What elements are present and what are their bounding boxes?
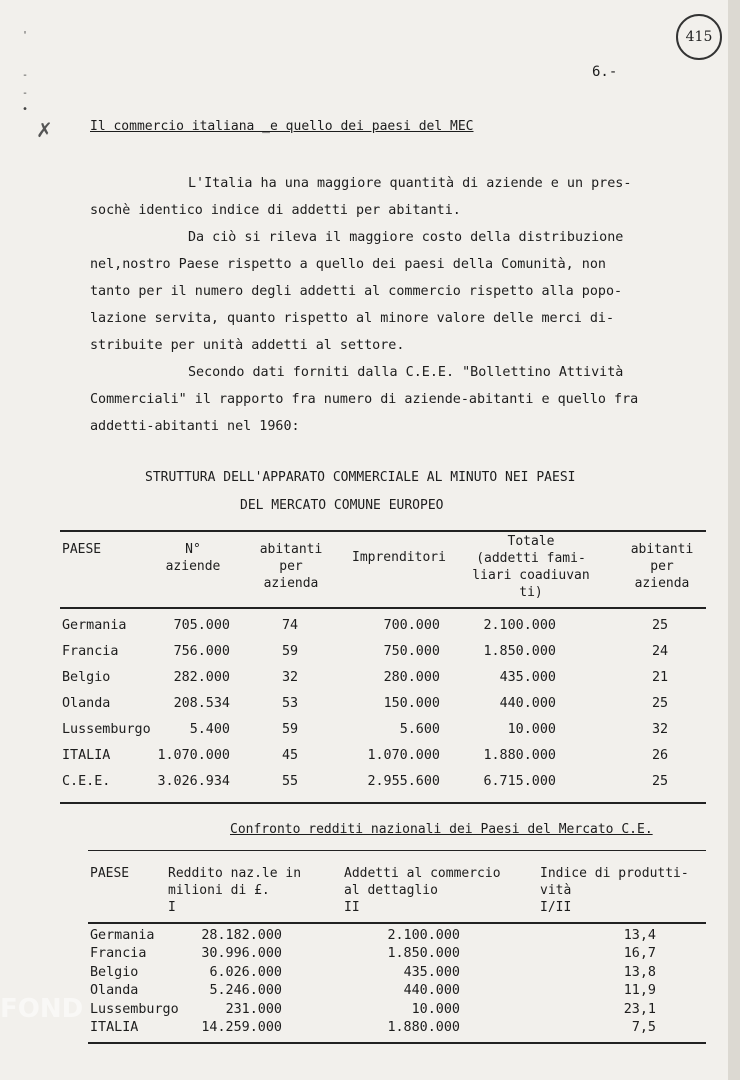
t2-cell-addetti: 2.100.000 <box>387 928 460 943</box>
t1-cell-abitanti2: 25 <box>651 696 669 711</box>
paragraph-line: lazione servita, quanto rispetto al minore valore delle merci di- <box>90 311 615 326</box>
t2-cell-reddito: 231.000 <box>225 1001 282 1017</box>
t1-cell-paese: Germania <box>62 618 127 633</box>
paragraph-line: stribuite per unità addetti al settore. <box>90 338 405 353</box>
t2-header-reddito: Reddito naz.le in milioni di £. I <box>168 866 302 915</box>
t2-cell-indice: 13,8 <box>623 964 656 980</box>
paragraph-line: Commerciali" il rapporto fra numero di aziende-abitanti e quello fra <box>90 392 639 407</box>
paragraph-line: Secondo dati forniti dalla C.E.E. "Bollettino Attività <box>188 365 624 380</box>
t1-cell-imprenditori: 1.070.000 <box>367 748 440 763</box>
t2-cell-paese: Belgio <box>90 964 139 980</box>
t1-cell-abitanti2: 25 <box>651 618 669 633</box>
t1-header-totale: Totale (addetti fami- liari coadiuvan ti) <box>472 534 590 600</box>
paragraph-line: sochè identico indice di addetti per abitanti. <box>90 203 461 218</box>
t1-header-abitanti: abitanti per azienda <box>259 542 323 591</box>
t2-cell-reddito: 14.259.000 <box>201 1020 282 1035</box>
t2-cell-addetti: 440.000 <box>403 983 460 999</box>
t2-header-addetti: Addetti al commercio al dettaglio II <box>344 866 501 915</box>
t2-cell-paese: Olanda <box>90 983 139 999</box>
t1-header-aziende: N° aziende <box>165 542 221 574</box>
t2-cell-paese: ITALIA <box>90 1020 139 1035</box>
t2-cell-reddito: 6.026.000 <box>209 964 282 980</box>
body-paragraph <box>90 170 690 440</box>
t1-cell-totale: 435.000 <box>499 670 556 685</box>
t1-cell-totale: 1.850.000 <box>483 644 556 659</box>
t1-cell-totale: 2.100.000 <box>483 618 556 633</box>
t1-cell-paese: Belgio <box>62 670 111 685</box>
t2-cell-addetti: 10.000 <box>411 1001 460 1017</box>
section-heading: Il commercio italiana _e quello dei paesi del MEC <box>90 119 474 134</box>
t1-cell-abitanti2: 25 <box>651 774 669 789</box>
t2-cell-paese: Germania <box>90 928 155 943</box>
t1-cell-imprenditori: 750.000 <box>383 644 440 659</box>
margin-mark: - <box>22 70 29 81</box>
t2-cell-indice: 11,9 <box>623 983 656 999</box>
t1-cell-paese: Olanda <box>62 696 111 711</box>
t1-header-abitanti2: abitanti per azienda <box>630 542 694 591</box>
t1-header-paese: PAESE <box>62 542 102 557</box>
t2-cell-paese: Francia <box>90 946 147 962</box>
page-edge <box>728 0 740 1080</box>
handwritten-x-mark: ✗ <box>36 118 53 142</box>
paragraph-line: Da ciò si rileva il maggiore costo della distribuzione <box>188 230 624 245</box>
t1-cell-imprenditori: 2.955.600 <box>367 774 440 789</box>
margin-mark: - <box>22 88 29 99</box>
t2-cell-indice: 23,1 <box>623 1001 656 1017</box>
table2-header-rule <box>88 922 706 924</box>
t1-cell-abitanti2: 24 <box>651 644 669 659</box>
table2-top-rule <box>88 850 706 851</box>
t2-cell-addetti: 1.880.000 <box>387 1020 460 1035</box>
t1-cell-paese: C.E.E. <box>62 774 111 789</box>
archive-watermark: FOND <box>0 994 84 1024</box>
t1-cell-totale: 1.880.000 <box>483 748 556 763</box>
table1-title-line1: STRUTTURA DELL'APPARATO COMMERCIALE AL MINUTO NEI PAESI <box>145 470 576 485</box>
t1-cell-aziende: 756.000 <box>173 644 230 659</box>
t1-cell-abitanti: 59 <box>281 722 299 737</box>
paragraph-line: L'Italia ha una maggiore quantità di aziende e un pres- <box>188 176 632 191</box>
table2-bottom-rule <box>88 1042 706 1044</box>
t2-cell-addetti: 1.850.000 <box>387 946 460 962</box>
table1-title-line2: DEL MERCATO COMUNE EUROPEO <box>240 498 444 513</box>
t1-cell-abitanti: 59 <box>281 644 299 659</box>
paragraph-line: nel,nostro Paese rispetto a quello dei paesi della Comunità, non <box>90 257 606 272</box>
t2-cell-paese: Lussemburgo <box>90 1001 179 1017</box>
t2-cell-reddito: 5.246.000 <box>209 983 282 999</box>
t1-cell-abitanti2: 21 <box>651 670 669 685</box>
t1-header-imprenditori: Imprenditori <box>352 550 446 565</box>
t1-cell-abitanti2: 32 <box>651 722 669 737</box>
t1-cell-totale: 440.000 <box>499 696 556 711</box>
t2-cell-indice: 16,7 <box>623 946 656 962</box>
t1-cell-aziende: 1.070.000 <box>157 748 230 763</box>
archive-stamp: 415 <box>676 14 722 60</box>
t1-cell-abitanti2: 26 <box>651 748 669 763</box>
table1-header-rule <box>60 607 706 609</box>
t1-cell-aziende: 5.400 <box>189 722 230 737</box>
t1-cell-abitanti: 32 <box>281 670 299 685</box>
t2-header-paese: PAESE <box>90 866 130 881</box>
t1-cell-imprenditori: 280.000 <box>383 670 440 685</box>
t1-cell-totale: 10.000 <box>507 722 556 737</box>
t2-cell-indice: 7,5 <box>631 1020 656 1035</box>
t2-cell-addetti: 435.000 <box>403 964 460 980</box>
margin-mark: • <box>22 104 29 115</box>
margin-mark: ' <box>22 30 29 41</box>
t1-cell-abitanti: 53 <box>281 696 299 711</box>
t1-cell-imprenditori: 5.600 <box>399 722 440 737</box>
t1-cell-abitanti: 55 <box>281 774 299 789</box>
t2-cell-reddito: 28.182.000 <box>201 928 282 943</box>
t1-cell-abitanti: 45 <box>281 748 299 763</box>
t2-cell-reddito: 30.996.000 <box>201 946 282 962</box>
table2-title: Confronto redditi nazionali dei Paesi del Mercato C.E. <box>230 822 653 837</box>
t1-cell-paese: ITALIA <box>62 748 111 763</box>
table1-bottom-rule <box>60 802 706 804</box>
t1-cell-paese: Francia <box>62 644 119 659</box>
t1-cell-imprenditori: 700.000 <box>383 618 440 633</box>
t1-cell-aziende: 3.026.934 <box>157 774 230 789</box>
t1-cell-paese: Lussemburgo <box>62 722 151 737</box>
t1-cell-aziende: 705.000 <box>173 618 230 633</box>
paragraph-line: tanto per il numero degli addetti al commercio rispetto alla popo- <box>90 284 623 299</box>
page-number: 6.- <box>592 64 618 80</box>
t1-cell-aziende: 208.534 <box>173 696 230 711</box>
t1-cell-abitanti: 74 <box>281 618 299 633</box>
t1-cell-totale: 6.715.000 <box>483 774 556 789</box>
t1-cell-aziende: 282.000 <box>173 670 230 685</box>
t2-cell-indice: 13,4 <box>623 928 656 943</box>
t1-cell-imprenditori: 150.000 <box>383 696 440 711</box>
paragraph-line: addetti-abitanti nel 1960: <box>90 419 300 434</box>
table1-top-rule <box>60 530 706 532</box>
t2-header-indice: Indice di produtti- vità I/II <box>540 866 689 915</box>
